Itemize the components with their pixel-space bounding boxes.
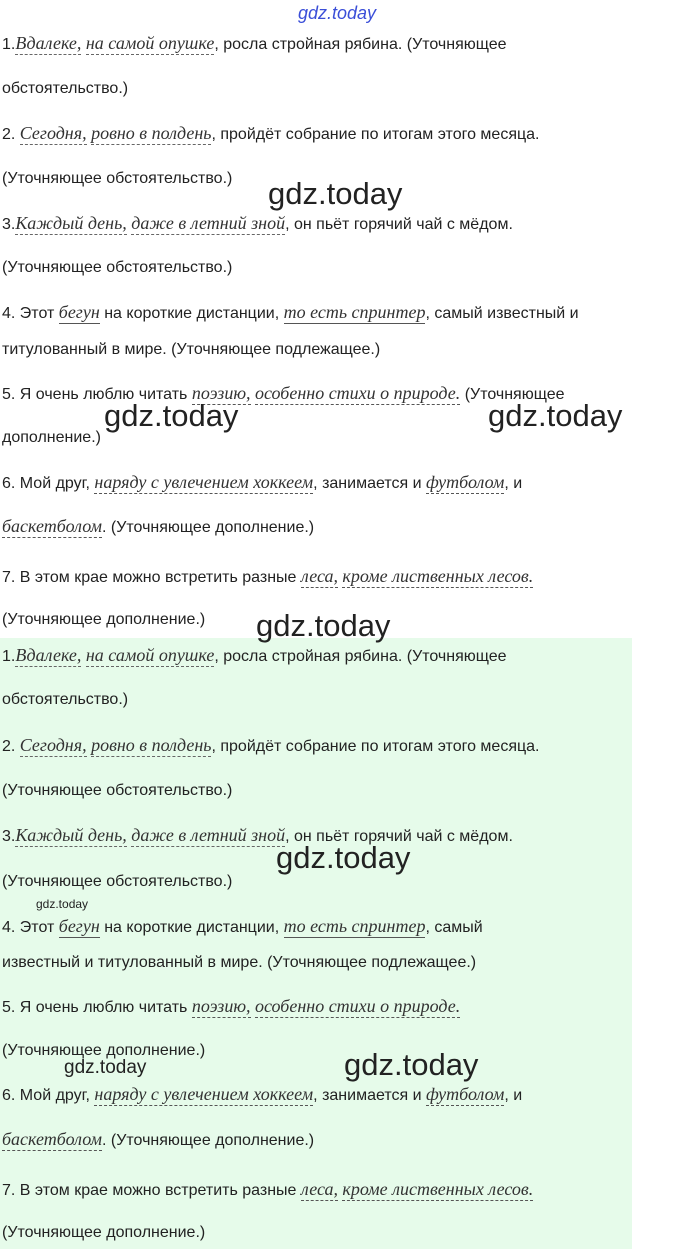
- sentence-6-line-2: баскетболом. (Уточняющее дополнение.): [2, 516, 315, 536]
- sentence-2-line-2: (Уточняющее обстоятельство.): [2, 170, 233, 187]
- sentence-4-line-2: титулованный в мире. (Уточняющее подлежащее.): [2, 341, 381, 358]
- sentence-5-line-1: 5. Я очень люблю читать поэзию, особенно стихи о природе. (Уточняющее: [2, 383, 565, 403]
- adverbial-word: Вдалеке,: [15, 33, 82, 53]
- clarifying-adverbial: ровно в полдень: [91, 123, 212, 143]
- sentence-2-line-1: 2. Сегодня, ровно в полдень, пройдёт собрание по итогам этого месяца.: [2, 735, 540, 755]
- sentence-7-line-1: 7. В этом крае можно встретить разные леса, кроме лиственных лесов.: [2, 1179, 534, 1199]
- clarifying-object: наряду с увлечением хоккеем: [94, 1084, 314, 1104]
- object-word: футболом: [425, 472, 505, 492]
- object-word: баскетболом: [2, 516, 103, 536]
- subject-word: бегун: [58, 302, 100, 322]
- sentence-3-line-1: 3.Каждый день, даже в летний зной, он пьёт горячий чай с мёдом.: [2, 213, 513, 233]
- sentence-4-line-2: известный и титулованный в мире. (Уточняющее подлежащее.): [2, 954, 477, 971]
- clarifying-adverbial: даже в летний зной: [131, 825, 286, 845]
- sentence-4-line-1: 4. Этот бегун на короткие дистанции, то есть спринтер, самый известный и: [2, 302, 579, 322]
- sentence-3-line-1: 3.Каждый день, даже в летний зной, он пьёт горячий чай с мёдом.: [2, 825, 513, 845]
- sentence-6-line-2: баскетболом. (Уточняющее дополнение.): [2, 1129, 315, 1149]
- watermark: gdz.today: [344, 1047, 479, 1082]
- clarifying-adverbial: на самой опушке: [85, 33, 215, 53]
- watermark: gdz.today: [36, 897, 89, 911]
- object-word: баскетболом: [2, 1129, 103, 1149]
- adverbial-word: Сегодня,: [19, 735, 87, 755]
- clarifying-adverbial: ровно в полдень: [91, 735, 212, 755]
- sentence-7-line-2: (Уточняющее дополнение.): [2, 611, 206, 628]
- sentence-3-line-2: (Уточняющее обстоятельство.): [2, 259, 233, 276]
- sentence-6-line-1: 6. Мой друг, наряду с увлечением хоккеем, занимается и футболом, и: [2, 472, 523, 492]
- watermark: gdz.today: [64, 1057, 147, 1078]
- adverbial-word: Каждый день,: [15, 213, 127, 233]
- clarifying-adverbial: даже в летний зной: [131, 213, 286, 233]
- sentence-4-line-1: 4. Этот бегун на короткие дистанции, то есть спринтер, самый: [2, 916, 483, 936]
- sentence-6-line-1: 6. Мой друг, наряду с увлечением хоккеем, занимается и футболом, и: [2, 1084, 523, 1104]
- sentence-2-line-1: 2. Сегодня, ровно в полдень, пройдёт собрание по итогам этого месяца.: [2, 123, 540, 143]
- sentence-1-line-1: 1.Вдалеке, на самой опушке, росла стройная рябина. (Уточняющее: [2, 645, 507, 665]
- object-word: футболом: [425, 1084, 505, 1104]
- sentence-1-line-1: 1.Вдалеке, на самой опушке, росла стройная рябина. (Уточняющее: [2, 33, 507, 53]
- watermark: gdz.today: [268, 176, 403, 211]
- sentence-5-line-2: (Уточняющее дополнение.): [2, 1042, 206, 1059]
- sentence-3-line-2: (Уточняющее обстоятельство.): [2, 873, 233, 890]
- clarifying-object: кроме лиственных лесов.: [342, 566, 534, 586]
- sentence-2-line-2: (Уточняющее обстоятельство.): [2, 782, 233, 799]
- sentence-1-line-2: обстоятельство.): [2, 691, 129, 708]
- adverbial-word: Вдалеке,: [15, 645, 82, 665]
- clarifying-subject: то есть спринтер: [283, 302, 426, 322]
- sentence-7-line-2: (Уточняющее дополнение.): [2, 1224, 206, 1241]
- watermark: gdz.today: [104, 398, 239, 433]
- subject-word: бегун: [58, 916, 100, 936]
- object-word: леса,: [300, 1179, 338, 1199]
- answer-block-b: [0, 638, 632, 1249]
- clarifying-object: кроме лиственных лесов.: [342, 1179, 534, 1199]
- sentence-7-line-1: 7. В этом крае можно встретить разные леса, кроме лиственных лесов.: [2, 566, 534, 586]
- watermark: gdz.today: [256, 608, 391, 643]
- clarifying-object: особенно стихи о природе.: [254, 996, 461, 1016]
- sentence-1-line-2: обстоятельство.): [2, 80, 129, 97]
- sentence-5-line-2: дополнение.): [2, 429, 101, 446]
- clarifying-subject: то есть спринтер: [283, 916, 426, 936]
- adverbial-word: Сегодня,: [19, 123, 87, 143]
- clarifying-object: особенно стихи о природе.: [254, 383, 461, 403]
- object-word: поэзию,: [191, 996, 251, 1016]
- clarifying-adverbial: на самой опушке: [85, 645, 215, 665]
- watermark-top: gdz.today: [298, 3, 377, 23]
- object-word: поэзию,: [191, 383, 251, 403]
- watermark: gdz.today: [488, 398, 623, 433]
- watermark: gdz.today: [276, 840, 411, 875]
- object-word: леса,: [300, 566, 338, 586]
- clarifying-object: наряду с увлечением хоккеем: [94, 472, 314, 492]
- sentence-5-line-1: 5. Я очень люблю читать поэзию, особенно стихи о природе.: [2, 996, 461, 1016]
- adverbial-word: Каждый день,: [15, 825, 127, 845]
